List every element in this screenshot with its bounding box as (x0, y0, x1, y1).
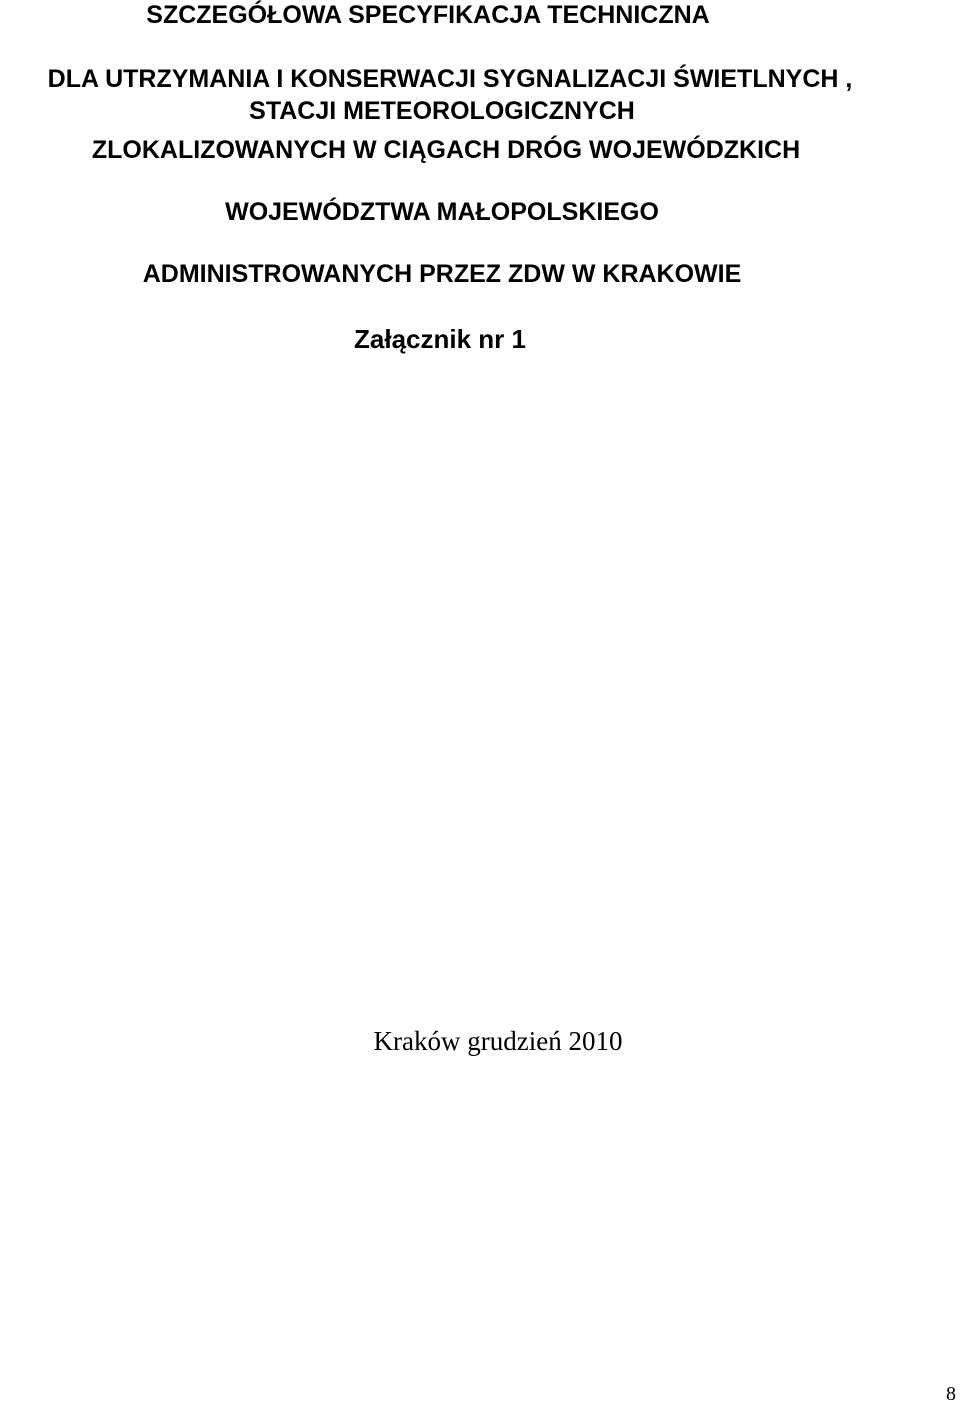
title-line-specification: SZCZEGÓŁOWA SPECYFIKACJA TECHNICZNA (146, 1, 710, 29)
title-line-location: ZLOKALIZOWANYCH W CIĄGACH DRÓG WOJEWÓDZKICH (91, 136, 801, 164)
page-number: 8 (946, 1383, 956, 1405)
title-line-administrator: ADMINISTROWANYCH PRZEZ ZDW W KRAKOWIE (142, 260, 742, 288)
attachment-label: Załącznik nr 1 (354, 324, 526, 354)
place-date: Kraków grudzień 2010 (373, 1026, 623, 1056)
title-line-maintenance: DLA UTRZYMANIA I KONSERWACJI SYGNALIZACJI ŚWIETLNYCH , (47, 65, 853, 93)
title-line-weather-stations: STACJI METEOROLOGICZNYCH (249, 97, 635, 125)
title-line-voivodeship: WOJEWÓDZTWA MAŁOPOLSKIEGO (225, 198, 659, 226)
